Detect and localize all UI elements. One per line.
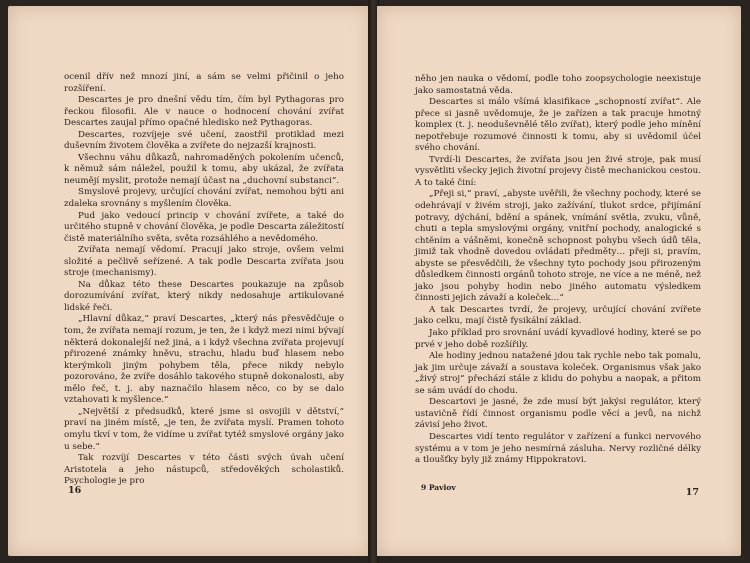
right-page-text [415, 74, 701, 467]
left-page-text [64, 72, 344, 488]
right-paragraph-8: Descartovi je jasné, že zde musí být jakýsi regulátor, který ustavičně řídí činnost organismu podle věcí a jevů, na nichž závisí jeho život. [415, 397, 701, 431]
left-paragraph-5: Smyslové projevy, určující chování zvířat, nemohou býti ani zdaleka srovnány s myšlením člověka. [64, 187, 344, 210]
left-paragraph-6: Pud jako vedoucí princip v chování zvířete, a také do určitého stupně v chování člověka, je podle Descarta záležitostí čistě materiálního světa, světa rozsáhlého a nevědomého. [64, 210, 344, 244]
right-paragraph-9: Descartes vidí tento regulátor v zařízení a funkci nervového systému a v tom je jeho nesmírná zásluha. Nervy rozličné délky a tloušťky byly již známy Hippokratovi. [415, 431, 701, 466]
right-page-number: 17 [685, 487, 699, 498]
right-paragraph-7: Ale hodiny jednou natažené jdou tak rychle nebo tak pomalu, jak jim určuje závaží a soustava koleček. Organismus však jako „živý stroj“ přechází stále z klidu do pohybu a naopak, a přitom se sám uvádí do chodu. [415, 351, 701, 396]
left-paragraph-9: „Hlavní důkaz,“ praví Descartes, „který nás přesvědčuje o tom, že zvířata nemají rozum, je ten, že i když mezi nimi bývají některá dokonalejší než jiná, a i když všechna zvířata projevují přirozené známky hněvu, strachu, hladu buď hlasem nebo kterýmkoli jiným pohybem těla, přece nikdy nebylo pozorováno, že zvíře dosáhlo takového stupně dokonalosti, aby mělo řeč, t. j. aby naznačilo hlasem něco, co by se dalo vztahovati k myšlence.“ [64, 314, 344, 406]
right-paragraph-2: Descartes si málo všímá klasifikace „schopností zvířat“. Ale přece si jasně uvědomuje, že je zařízen a tak pracuje hmotný komplex (t. j. neoduševnělé tělo zvířat), který podle jeho mínění nepotřebuje rozumové činnosti k tomu, aby si uvědomil účel svého chování. [415, 97, 701, 154]
signature-mark: 9 Pavlov [421, 483, 456, 492]
right-paragraph-6: Jako příklad pro srovnání uvádí kyvadlové hodiny, které se po prvé v jeho době rozšířily. [415, 328, 701, 350]
left-paragraph-2: Descartes je pro dnešní vědu tím, čím byl Pythagoras pro řeckou filosofii. Ale v nauce o hodnocení chování zvířat Descartes zaujal přímo opačné hledisko než Pythagoras. [64, 95, 344, 129]
left-paragraph-1: ocenil dřív než mnozí jiní, a sám se velmi přičinil o jeho rozšíření. [64, 72, 344, 94]
left-page-number: 16 [68, 485, 82, 496]
left-page [8, 6, 370, 556]
left-paragraph-8: Na důkaz této these Descartes poukazuje na způsob dorozumívání zvířat, který nikdy nedosahuje artikulované lidské řeči. [64, 279, 344, 313]
left-paragraph-4: Všechnu váhu důkazů, nahromaděných pokolením učenců, k němuž sám náležel, použil k tomu, aby ukázal, že zvířata neumějí myslit, protože nemají účast na „duchovní substanci“. [64, 152, 344, 186]
left-paragraph-11: Tak rozvíjí Descartes v této části svých úvah učení Aristotela a jeho nástupců, středověkých scholastiků. Psychologie je pro [64, 453, 344, 487]
right-paragraph-5: A tak Descartes tvrdí, že projevy, určující chování zvířete jako celku, mají čistě fysikální základ. [415, 304, 701, 327]
left-paragraph-10: „Největší z předsudků, které jsme si osvojili v dětství,“ praví na jiném místě, „je ten, že zvířata myslí. Pramen tohoto omylu tkví v tom, že vidíme u zvířat tytéž smyslové orgány jako u sebe.“ [64, 406, 344, 452]
left-paragraph-7: Zvířata nemají vědomí. Pracují jako stroje, ovšem velmi složité a pečlivě seřízené. A tak podle Descarta zvířata jsou stroje (mechanismy). [64, 245, 344, 279]
left-paragraph-3: Descartes, rozvíjeje své učení, zaostřil protiklad mezi duševním životem člověka a zvířete do nejzazší krajnosti. [64, 129, 344, 152]
right-page [377, 6, 741, 556]
right-paragraph-1: něho jen nauka o vědomí, podle toho zoopsychologie neexistuje jako samostatná věda. [415, 74, 701, 96]
right-paragraph-4: „Přeji si,“ praví, „abyste uvěřili, že všechny pochody, které se odehrávají v živém stroji, jako zažívání, tlukot srdce, přijímání potravy, dýchání, bdění a spánek, vnímání světla, zvuku, vůně, chuti a tepla smyslovými orgány, vnitřní pochody, analogické s chtěním a vášněmi, konečně schopnost pohybu všech údů těla, jimiž tak vhodně dovedou ovládati předměty… přeji si, pravím, abyste se přesvědčili, že všechny tyto pochody jsou přirozeným důsledkem činnosti orgánů tohoto stroje, ne více a ne méně, než jako jsou pohyby hodin nebo jiného automatu výsledkem činnosti jejich závaží a koleček…“ [415, 189, 701, 304]
right-paragraph-3: Tvrdí-li Descartes, že zvířata jsou jen živé stroje, pak musí vysvětliti všecky jejich životní projevy čistě mechanickou cestou. A to také činí: [415, 154, 701, 188]
